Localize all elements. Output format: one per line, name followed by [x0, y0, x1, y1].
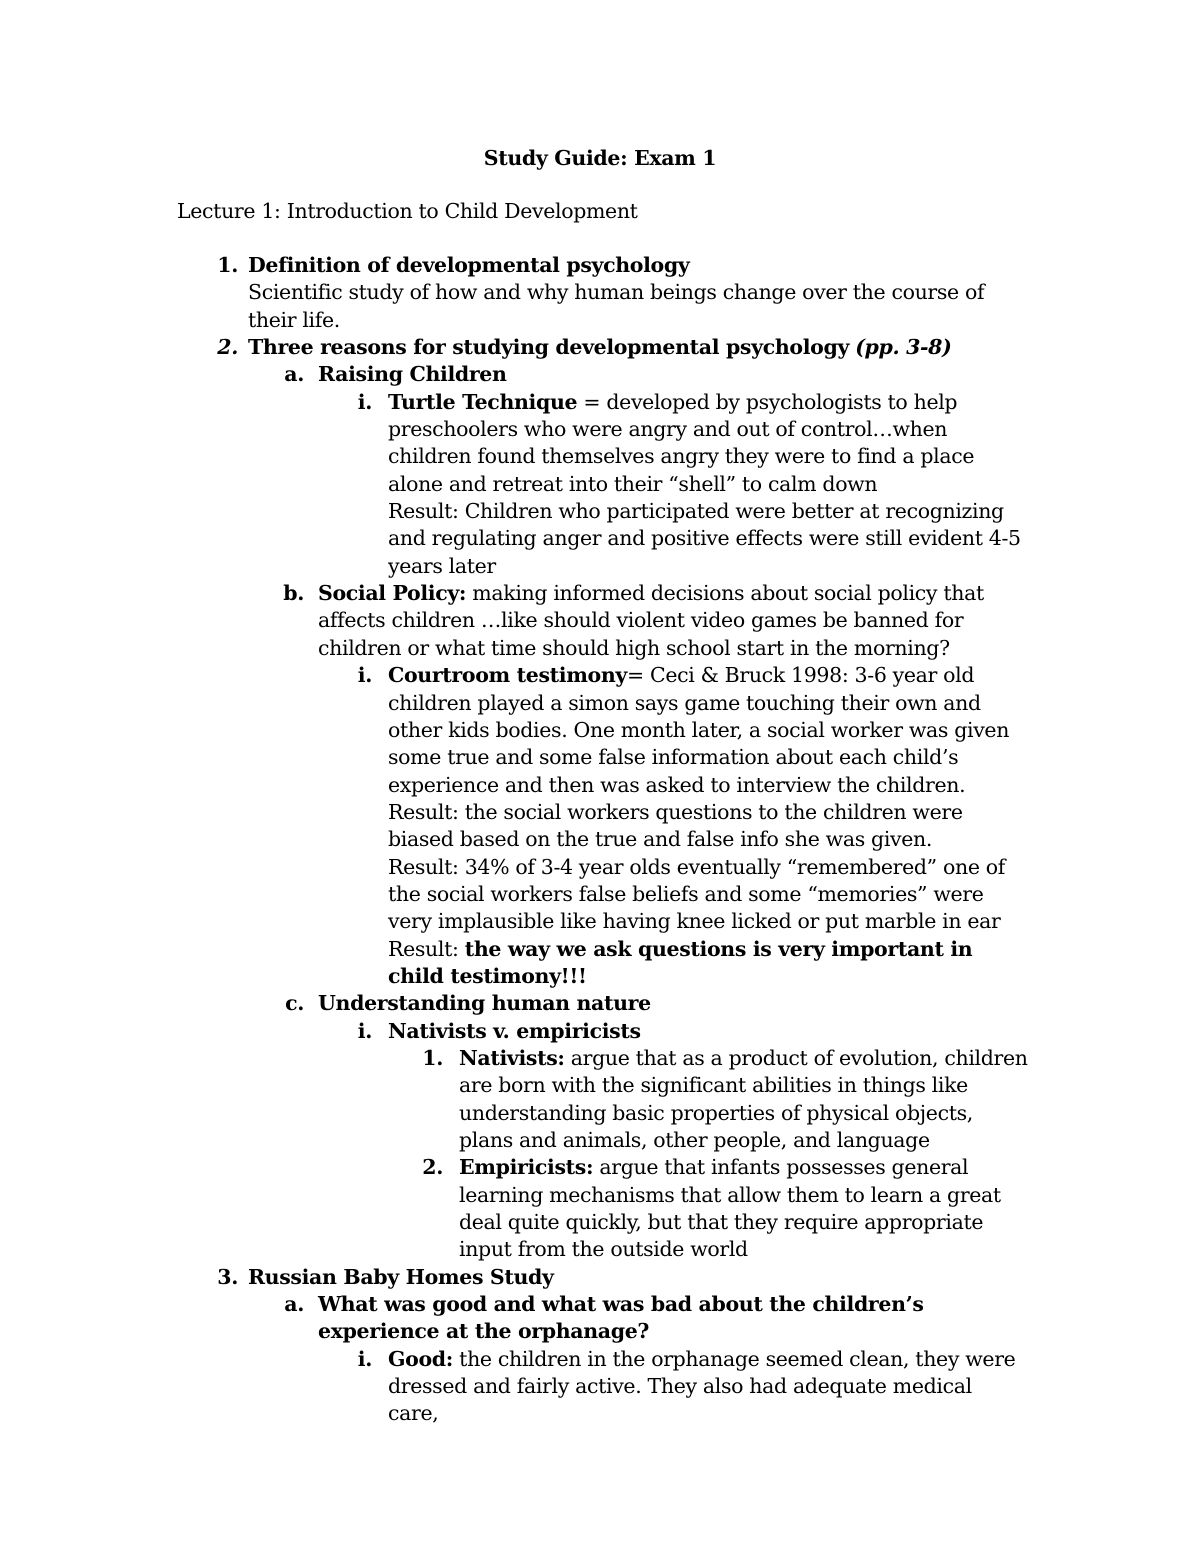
item-marker: 2.: [422, 1155, 443, 1180]
item-term: Social Policy:: [318, 581, 467, 606]
item-heading: Three reasons for studying developmental psychology: [248, 335, 850, 360]
outline-item-2c-i-1: [422, 1045, 1029, 1154]
item-marker: i.: [357, 1018, 372, 1043]
outline-item-2: [217, 334, 1038, 361]
item-term: Good:: [388, 1346, 454, 1371]
item-text: making informed decisions about social policy that affects children …like should violent video games be banned for children or what time should high school start in the morning?: [318, 581, 984, 660]
item-marker: c.: [285, 991, 304, 1016]
document-title: Study Guide: Exam 1: [483, 146, 717, 170]
item-result: Result: the social workers questions to the children were biased based on the true and false info she was given.: [388, 799, 963, 852]
item-heading: What was good and what was bad about the children’s experience at the orphanage?: [318, 1292, 924, 1344]
item-term: Turtle Technique: [388, 389, 578, 414]
outline-item-2c-i: [357, 1018, 1028, 1045]
item-marker: a.: [284, 362, 304, 387]
outline-item-2a-i: [357, 389, 1028, 580]
item-marker: i.: [357, 389, 372, 414]
outline-item-2c: [285, 990, 1018, 1017]
lecture-heading: Lecture 1: Introduction to Child Development: [177, 199, 638, 223]
item-marker: 2.: [217, 335, 238, 360]
result-label: Result:: [388, 936, 465, 961]
outline-item-3: [217, 1264, 1038, 1291]
outline-item-2b-i: [357, 662, 1028, 990]
item-heading: Russian Baby Homes Study: [248, 1264, 554, 1289]
item-term: Nativists:: [459, 1045, 565, 1070]
item-result: Result: 34% of 3-4 year olds eventually “remembered” one of the social workers false beliefs and some “memories” were very implausible like having knee licked or put marble in ear: [388, 854, 1005, 934]
item-text: argue that infants possesses general learning mechanisms that allow them to learn a great deal quite quickly, but that they require appropriate input from the outside world: [459, 1155, 1001, 1262]
outline-item-1: [217, 252, 1038, 334]
outline-item-3a: [284, 1291, 1018, 1346]
page-reference: (pp. 3-8): [855, 335, 952, 360]
result-emphasis: the way we ask questions is very important in child testimony!!!: [388, 936, 973, 988]
item-text: = developed by psychologists to help preschoolers who were angry and out of control…when children found themselves angry they were to find a place alone and retreat into their “shell” to calm down: [388, 389, 975, 496]
outline-item-3a-i: [357, 1346, 1028, 1428]
outline-item-2c-i-2: [422, 1154, 1029, 1263]
item-term: Courtroom testimony: [388, 663, 627, 688]
item-result-conclusion: [388, 936, 1028, 991]
item-heading: Definition of developmental psychology: [248, 253, 690, 277]
outline-item-2b: [283, 580, 1018, 662]
item-heading: Nativists v. empiricists: [388, 1018, 641, 1043]
item-text: argue that as a product of evolution, children are born with the significant abilities in things like understanding basic properties of physical objects, plans and animals, other people, and language: [459, 1045, 1028, 1152]
outline-item-2a: [284, 361, 1018, 388]
item-heading: Raising Children: [318, 362, 507, 387]
item-marker: a.: [284, 1292, 304, 1317]
item-text: the children in the orphanage seemed clean, they were dressed and fairly active. They also had adequate medical care,: [388, 1346, 1016, 1426]
item-body: Scientific study of how and why human beings change over the course of their life.: [248, 280, 985, 332]
item-marker: 1.: [217, 253, 238, 277]
item-marker: i.: [357, 1346, 372, 1371]
item-marker: i.: [357, 663, 372, 688]
item-term: Empiricists:: [459, 1155, 594, 1180]
item-result: Result: Children who participated were better at recognizing and regulating anger and positive effects were still evident 4-5 years later: [388, 499, 1021, 578]
item-heading: Understanding human nature: [318, 991, 651, 1016]
item-text: = Ceci & Bruck 1998: 3-6 year old children played a simon says game touching their own and other kids bodies. One month later, a social worker was given some true and some false information about each child’s experience and then was asked to interview the children.: [388, 663, 1010, 797]
item-marker: 3.: [217, 1264, 238, 1289]
outline: [0, 252, 1200, 1428]
item-marker: 1.: [422, 1045, 443, 1070]
item-marker: b.: [283, 581, 304, 606]
